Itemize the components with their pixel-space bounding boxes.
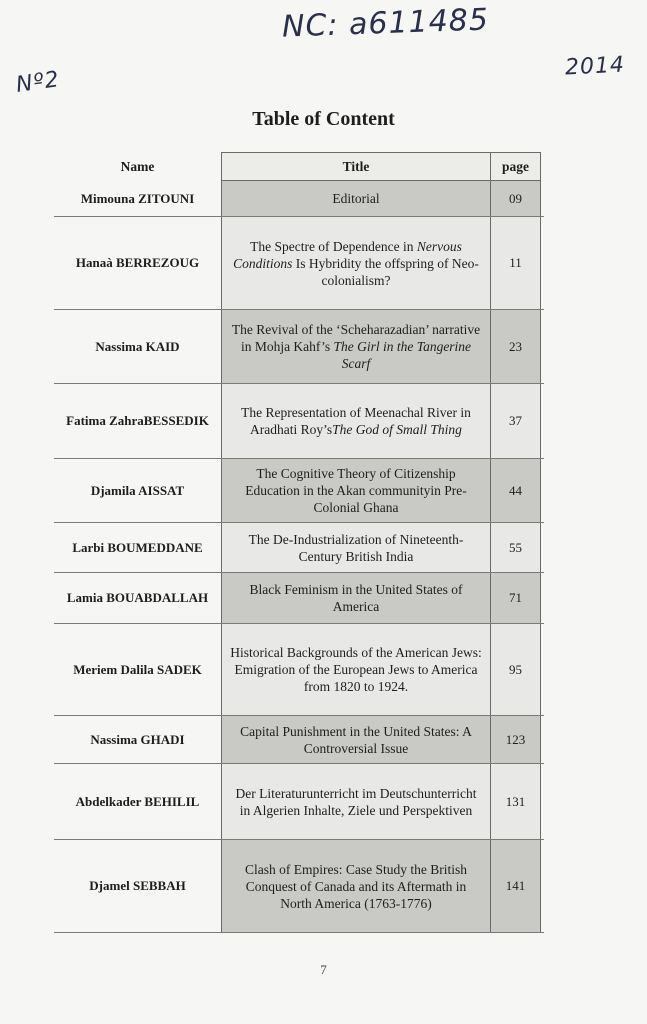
page-ref: 95 <box>491 624 541 715</box>
article-title: The Revival of the ‘Scheharazadian’ narrative in Mohja Kahf’s The Girl in the Tangerine Scarf <box>221 310 491 383</box>
article-title: Der Literaturunterricht im Deutschunterricht in Algerien Inhalte, Ziele und Perspektiven <box>221 764 491 839</box>
toc-row <box>54 310 544 384</box>
page-ref: 44 <box>491 459 541 522</box>
article-title: Clash of Empires: Case Study the British Conquest of Canada and its Aftermath in North America (1763-1776) <box>221 840 491 932</box>
page-ref: 55 <box>491 523 541 572</box>
handwritten-year: 2014 <box>564 52 626 81</box>
page-ref: 37 <box>491 384 541 458</box>
author-name: Nassima KAID <box>95 338 180 354</box>
toc-row <box>54 764 544 840</box>
article-title: The Spectre of Dependence in Nervous Conditions Is Hybridity the offspring of Neo-colonialism? <box>221 217 491 309</box>
page-ref: 131 <box>491 764 541 839</box>
article-title: Capital Punishment in the United States: A Controversial Issue <box>221 716 491 763</box>
toc-row <box>54 217 544 310</box>
toc-row <box>54 840 544 933</box>
article-title: The De-Industrialization of Nineteenth-Century British India <box>221 523 491 572</box>
toc-table <box>54 152 544 933</box>
toc-row <box>54 459 544 523</box>
toc-row <box>54 523 544 573</box>
header-name: Name <box>120 158 155 174</box>
handwritten-code: NC: a611485 <box>281 2 490 45</box>
article-title: The Representation of Meenachal River in Aradhati Roy’sThe God of Small Thing <box>221 384 491 458</box>
page-ref: 71 <box>491 573 541 623</box>
author-name: Nassima GHADI <box>90 731 185 747</box>
header-title: Title <box>221 152 491 181</box>
toc-row <box>54 384 544 459</box>
article-title: Historical Backgrounds of the American Jews: Emigration of the European Jews to America from 1820 to 1924. <box>221 624 491 715</box>
page-ref: 11 <box>491 217 541 309</box>
author-name: Larbi BOUMEDDANE <box>72 539 203 555</box>
page-title: Table of Content <box>252 108 395 130</box>
toc-row <box>54 181 544 217</box>
page-number: 7 <box>320 962 327 977</box>
toc-header-row <box>54 152 544 181</box>
article-title: The Cognitive Theory of Citizenship Education in the Akan communityin Pre-Colonial Ghana <box>221 459 491 522</box>
page-ref: 23 <box>491 310 541 383</box>
author-name: Fatima ZahraBESSEDIK <box>66 413 209 428</box>
page-ref: 09 <box>491 181 541 216</box>
header-page: page <box>491 152 541 181</box>
author-name: Lamia BOUABDALLAH <box>66 590 209 605</box>
page-ref: 141 <box>491 840 541 932</box>
article-title: Black Feminism in the United States of America <box>221 573 491 623</box>
author-name: Hanaà BERREZOUG <box>75 255 200 270</box>
author-name: Djamel SEBBAH <box>89 878 186 893</box>
toc-row <box>54 573 544 624</box>
author-name: Abdelkader BEHILIL <box>75 793 200 809</box>
author-name: Mimouna ZITOUNI <box>80 190 195 206</box>
article-title: Editorial <box>221 181 491 216</box>
page-ref: 123 <box>491 716 541 763</box>
toc-row <box>54 624 544 716</box>
toc-row <box>54 716 544 764</box>
author-name: Djamila AISSAT <box>90 482 185 498</box>
handwritten-number: Nº2 <box>14 67 62 98</box>
author-name: Meriem Dalila SADEK <box>73 661 202 677</box>
